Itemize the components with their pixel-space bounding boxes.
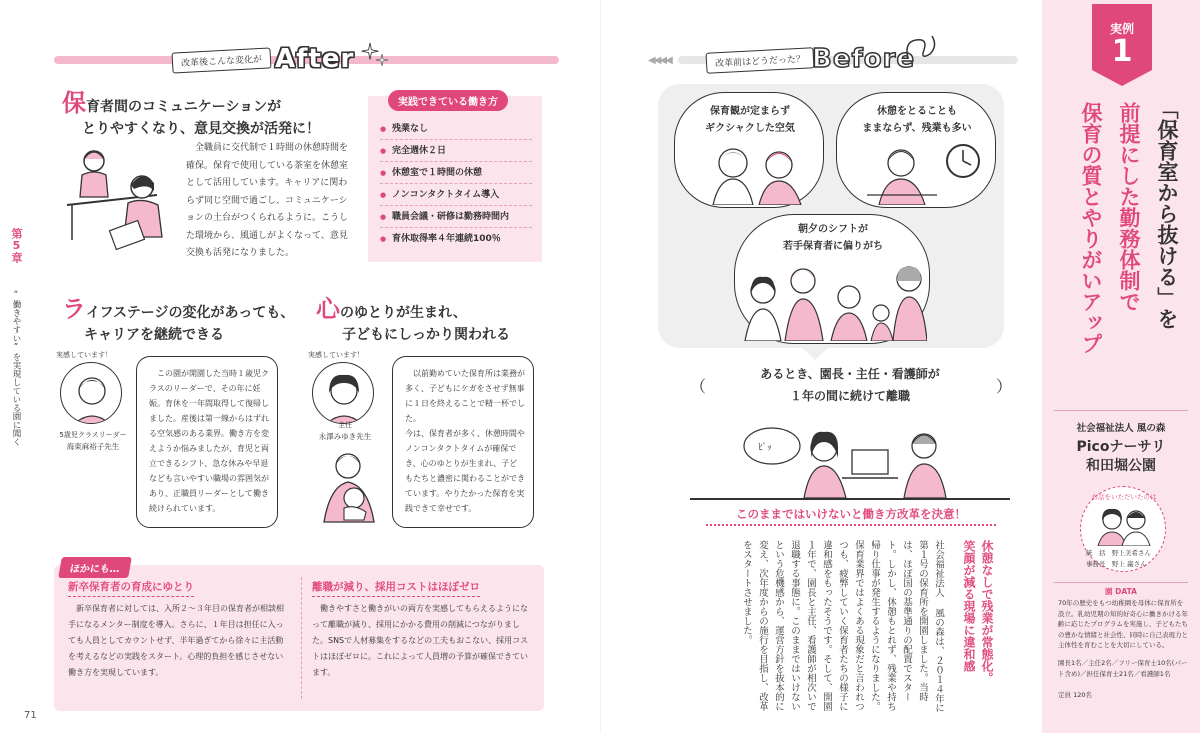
event-line1: あるとき、園長・主任・看護師が	[760, 367, 940, 381]
case-label: 実例	[1109, 22, 1134, 36]
scene3-text: 朝夕のシフトが 若手保育者に偏りがち	[783, 224, 883, 252]
chapter-number: 第5章	[10, 228, 23, 263]
chapter-title: “働きやすい”を実現している園に聞く	[11, 290, 21, 446]
section2-heading-line1: イフステージの変化があっても、	[86, 305, 295, 321]
section3-heading	[316, 295, 510, 346]
vertical-heading1: 休憩なしで残業が常態化。	[980, 540, 994, 684]
practice-item: ● ノンコンタクトタイム導入	[380, 184, 532, 206]
before-arrows-icon: ◀◀◀◀	[648, 55, 671, 66]
svg-text:ﾋﾟｯ: ﾋﾟｯ	[758, 443, 772, 453]
scene1-text: 保育観が定まらず ギクシャクした空気	[705, 106, 795, 134]
teacher-with-baby-illustration	[310, 446, 388, 524]
after-title: After	[275, 44, 355, 74]
section1-heading-line1: 育者間のコミュニケーションが	[86, 99, 282, 115]
interview-badge: お話をいただいたのは	[1091, 493, 1157, 501]
avatar-nagasawa	[312, 362, 374, 424]
section2-speech-bubble	[136, 356, 278, 528]
after-tag: 改革後こんな変化が	[172, 47, 272, 73]
facility-line1: Picoナーサリ	[1076, 439, 1166, 455]
section1-lead-char: 保	[62, 89, 86, 117]
data-text: 70年の歴史をもつ幼稚園を母体に保育所を設立。乳幼児期の知的好奇心に働きかける年齢に応じたプログラムを実施し、子どもたちの豊かな情緒と社会性、同時に自己表現力と主体性を育むことを大切にしている。	[1058, 599, 1188, 649]
resignation-illustration	[738, 418, 968, 498]
practice-item: ● 休憩室で１時間の休憩	[380, 162, 532, 184]
person1-role: 統 括	[1086, 549, 1106, 557]
section3-badge: 実感しています！	[308, 351, 364, 359]
section3-name: 永澤みゆき先生	[318, 432, 372, 441]
others-right-body: 働きやすさと働きがいの両方を実感してもらえるようになって離職が減り、採用にかかる費用の削減につながりました。SNSで人材募集をするなどの工夫もおこない、採用コストはほぼゼロに。これによって人員増の予算が確保できています。	[312, 604, 529, 677]
others-box	[54, 565, 544, 711]
event-baseline	[690, 498, 1010, 500]
scene1-illustration	[705, 139, 805, 205]
page-gutter	[600, 0, 601, 733]
avatar-kaito	[60, 362, 122, 424]
case-number: 1	[1111, 34, 1133, 69]
case-title-col1: 「保育室から抜ける」を	[1155, 98, 1179, 329]
section2-role: 5歳児クラスリーダー	[59, 431, 127, 439]
practice-box	[368, 96, 542, 262]
section2-badge: 実感しています！	[56, 351, 112, 359]
facility-line2: 和田堀公園	[1086, 458, 1156, 474]
practice-item: ● 完全週休２日	[380, 140, 532, 162]
section2-heading-line2: キャリアを継続できる	[84, 327, 224, 343]
vertical-heading2: 笑顔が減る現場に違和感	[962, 540, 976, 672]
section2-body: この園が開園した当時１歳児クラスのリーダーで、その年に妊娠。育休を一年間取得して復帰しました。産後は第一線からはずれる空気感のある業界。働き方を変えようか悩みましたが、育児と両立できるシフト、急な休みや早退なども言いやすい職場の雰囲気があり、正職員リーダーとして働き続けられています。	[149, 369, 269, 513]
others-right-title: 離職が減り、採用コストはほぼゼロ	[312, 579, 480, 597]
section1-heading	[62, 89, 320, 140]
case-title-col3: 保育の質とやりがいアップ	[1079, 102, 1103, 354]
others-left-title: 新卒保育者の育成にゆとり	[68, 579, 194, 597]
others-left-body: 新卒保育者に対しては、入所２〜３年目の保育者が相談相手になるメンター制度を導入。さらに、１年目は担任に入っても人員としてカウントせず、半年過ぎてから徐々に主活動を考えるなどの実践をスタート。心理的負担を感じさせない働き方を実現しています。	[68, 604, 284, 677]
section3-lead-char: 心	[316, 295, 340, 323]
section3-speech-bubble	[392, 356, 534, 528]
panel-divider	[1054, 410, 1188, 411]
scene2-illustration	[867, 137, 987, 205]
practice-item: ● 育休取得率４年連続100％	[380, 228, 532, 250]
scene1-bubble	[674, 92, 824, 208]
section1-body: 全職員に交代制で１時間の休憩時間を確保。保育で使用している茶室を休憩室として活用しています。キャリアに関わらず同じ空間で過ごし、コミュニケーションの土台がつくられるように。こうした環境から、風通しがよくなって、意見交換も活発になりました。	[186, 143, 349, 258]
section2-lead-char: ラ	[62, 295, 86, 323]
practice-item: ● 残業なし	[380, 118, 532, 140]
staff-text: 園長1名／主任2名／フリー保育士10名(パート含め)／担任保育士21名／看護師1名	[1058, 659, 1188, 678]
scene-pointer	[800, 346, 830, 362]
vertical-body: 社会福祉法人 風の森は、２０１４年に第１号の保育所を開園しました。当時は、ほぼ国の基準通りの配置でスタート。しかし、休憩もとれず、残業や持ち帰り仕事が発生するようになりました。保育業界ではよくある現象だと言われつつも、疲弊していく保育者たちの様子に違和感をもったそうです。そして、開園１年で、園長と主任、看護師が相次いで退職する事態に。このままではいけないという危機感から、運営方針を抜本的に変え、次年度からの施行を目指し、改革をスタートさせました。	[741, 540, 944, 713]
scene3-illustration	[741, 259, 927, 341]
section3-body: 以前勤めていた保育所は業務が多く、子どもにケガをさせず無事に１日を終えることで精一杯でした。 今は、保育者が多く、休憩時間やノンコンタクトタイムが確保でき、心のゆとりが生まれ、子どもたちと濃密に関わることができています。やりたかった保育を実践できて幸せです。	[405, 369, 525, 513]
org-name: 社会福祉法人 風の森	[1076, 423, 1166, 434]
others-divider	[301, 577, 302, 699]
staff-break-illustration	[62, 145, 177, 255]
others-tag: ほかにも…	[58, 557, 132, 578]
person2-name: 野上 巌さん	[1112, 560, 1147, 568]
scene3-bubble	[734, 214, 930, 344]
practice-item: ● 職員会議・研修は勤務時間内	[380, 206, 532, 228]
capacity-text: 定員 120名	[1058, 691, 1092, 699]
section2-heading	[62, 295, 295, 346]
person1-name: 野上美希さん	[1112, 549, 1151, 557]
event-line2: １年の間に続けて離職	[789, 389, 910, 403]
section3-role: 主任	[338, 421, 352, 429]
practice-box-title: 実践できている働き方	[388, 90, 508, 111]
before-tag: 改革前はどうだった？	[706, 47, 815, 74]
section1-heading-line2: とりやすくなり、意見交換が活発に！	[82, 121, 320, 137]
case-title-col2: 前提にした勤務体制で	[1117, 102, 1141, 312]
section3-heading-line1: のゆとりが生まれ、	[340, 305, 467, 321]
panel-divider-2	[1054, 582, 1188, 583]
bracket-right-icon: ）	[996, 377, 1013, 396]
person2-role: 事務長	[1086, 560, 1106, 568]
section3-heading-line2: 子どもにしっかり関われる	[342, 327, 510, 343]
sparkle-icon	[355, 38, 395, 74]
scribble-icon	[902, 30, 940, 64]
decision-underline	[706, 524, 996, 526]
interviewees-illustration	[1094, 504, 1154, 546]
scene2-text: 休憩をとることも ままならず、残業も多い	[862, 106, 972, 134]
data-label: 園 DATA	[1105, 587, 1137, 596]
case-side-panel	[1042, 0, 1200, 733]
section2-name: 海東麻裕子先生	[66, 442, 120, 451]
scene2-bubble	[836, 92, 996, 208]
practice-list	[380, 118, 532, 250]
before-title: Before	[812, 44, 916, 74]
decision-text: このままではいけないと働き方改革を決意！	[736, 507, 966, 521]
bracket-left-icon: （	[690, 377, 707, 396]
left-page-number: 71	[24, 710, 37, 721]
